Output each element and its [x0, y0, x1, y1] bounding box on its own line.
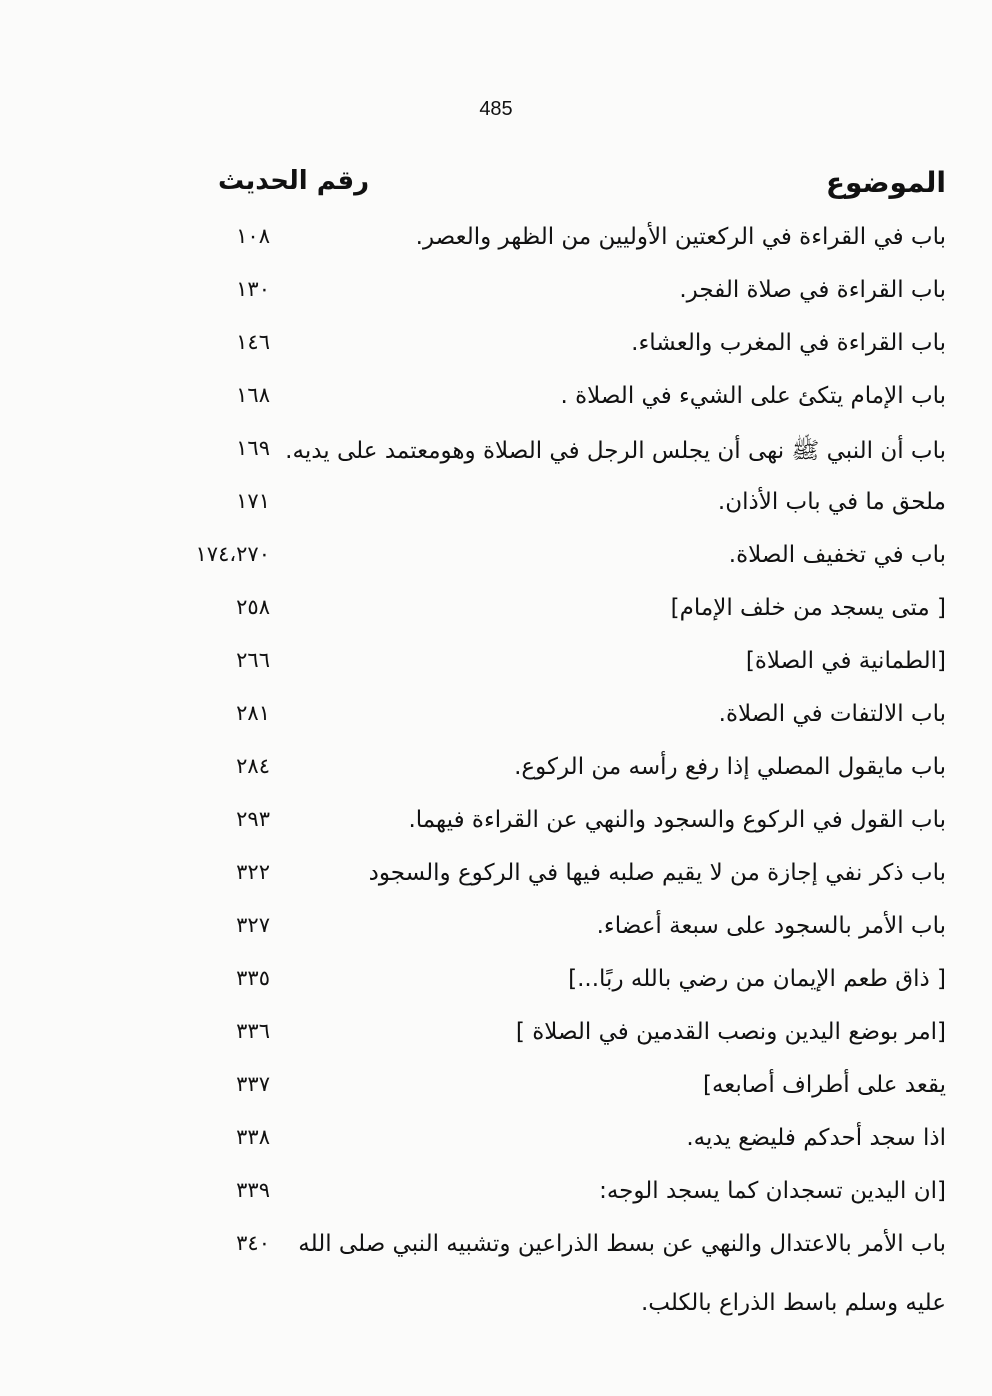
page-number: 485	[479, 98, 513, 120]
entry-number: ١٣٠	[236, 277, 270, 301]
index-entry	[0, 377, 992, 430]
entry-title: اذا سجد أحدكم فليضع يديه.	[686, 1125, 946, 1151]
entry-number: ١٦٩	[236, 436, 270, 460]
entry-number: ٣٢٧	[236, 913, 270, 937]
index-entry	[0, 1066, 992, 1119]
entry-title: باب الأمر بالسجود على سبعة أعضاء.	[596, 913, 946, 939]
hadith-number-column-header: رقم الحديث	[218, 166, 370, 196]
entry-number: ١٧٤،٢٧٠	[195, 542, 270, 566]
entry-number: ٣٣٨	[236, 1125, 270, 1149]
index-entry	[0, 642, 992, 695]
entry-title: [ ذاق طعم الإيمان من رضي بالله ربًا...]	[568, 966, 946, 992]
entry-title: باب القول في الركوع والسجود والنهي عن القراءة فيهما.	[408, 807, 946, 833]
entry-number: ٣٣٥	[236, 966, 270, 990]
table-header	[0, 166, 992, 206]
entry-title: [ان اليدين تسجدان كما يسجد الوجه:	[599, 1178, 946, 1204]
entry-number: ٣٤٠	[236, 1231, 270, 1255]
entry-number: ٣٢٢	[236, 860, 270, 884]
index-entry	[0, 1119, 992, 1172]
index-entry	[0, 218, 992, 271]
entry-number: ٣٣٩	[236, 1178, 270, 1202]
entry-number: ١٧١	[236, 489, 270, 513]
index-entry	[0, 271, 992, 324]
entry-number: ٢٨٤	[236, 754, 270, 778]
index-entry	[0, 1225, 992, 1278]
index-entry	[0, 960, 992, 1013]
entry-continuation-line: عليه وسلم باسط الذراع بالكلب.	[641, 1290, 946, 1316]
entry-title: باب ذكر نفي إجازة من لا يقيم صلبه فيها في الركوع والسجود	[368, 860, 946, 886]
entry-title: باب في القراءة في الركعتين الأوليين من الظهر والعصر.	[415, 224, 946, 250]
entry-title: باب الإمام يتكئ على الشيء في الصلاة .	[560, 383, 946, 409]
entry-title: ملحق ما في باب الأذان.	[717, 489, 946, 515]
index-entry	[0, 483, 992, 536]
index-entry	[0, 854, 992, 907]
topic-column-header: الموضوع	[825, 166, 946, 199]
index-entry	[0, 430, 992, 483]
entry-title: باب القراءة في المغرب والعشاء.	[631, 330, 946, 356]
entry-title: باب الأمر بالاعتدال والنهي عن بسط الذراعين وتشبيه النبي صلى الله	[298, 1231, 946, 1257]
index-entry	[0, 748, 992, 801]
entry-number: ٢٦٦	[236, 648, 270, 672]
entry-number: ٢٨١	[236, 701, 270, 725]
entry-title: يقعد على أطراف أصابعه]	[703, 1072, 946, 1098]
entry-title: [ متى يسجد من خلف الإمام]	[670, 595, 946, 621]
entry-title: [امر بوضع اليدين ونصب القدمين في الصلاة ]	[515, 1019, 946, 1045]
entry-title: باب مايقول المصلي إذا رفع رأسه من الركوع.	[514, 754, 946, 780]
entry-number: ٢٩٣	[236, 807, 270, 831]
index-entry	[0, 589, 992, 642]
index-entry	[0, 695, 992, 748]
entry-number: ٣٣٧	[236, 1072, 270, 1096]
index-entry	[0, 536, 992, 589]
entry-number: ٣٣٦	[236, 1019, 270, 1043]
index-entry	[0, 1172, 992, 1225]
index-entries	[0, 218, 992, 1278]
entry-number: ١٦٨	[236, 383, 270, 407]
entry-number: ١٠٨	[236, 224, 270, 248]
entry-title: باب الالتفات في الصلاة.	[718, 701, 946, 727]
index-entry	[0, 907, 992, 960]
entry-number: ٢٥٨	[236, 595, 270, 619]
entry-title: باب القراءة في صلاة الفجر.	[679, 277, 946, 303]
index-entry	[0, 324, 992, 377]
entry-number: ١٤٦	[236, 330, 270, 354]
entry-title: باب أن النبي ﷺ نهى أن يجلس الرجل في الصلاة وهومعتمد على يديه.	[285, 438, 946, 464]
entry-title: باب في تخفيف الصلاة.	[728, 542, 946, 568]
index-entry	[0, 801, 992, 854]
index-entry	[0, 1013, 992, 1066]
entry-title: [الطمانية في الصلاة]	[745, 648, 946, 674]
